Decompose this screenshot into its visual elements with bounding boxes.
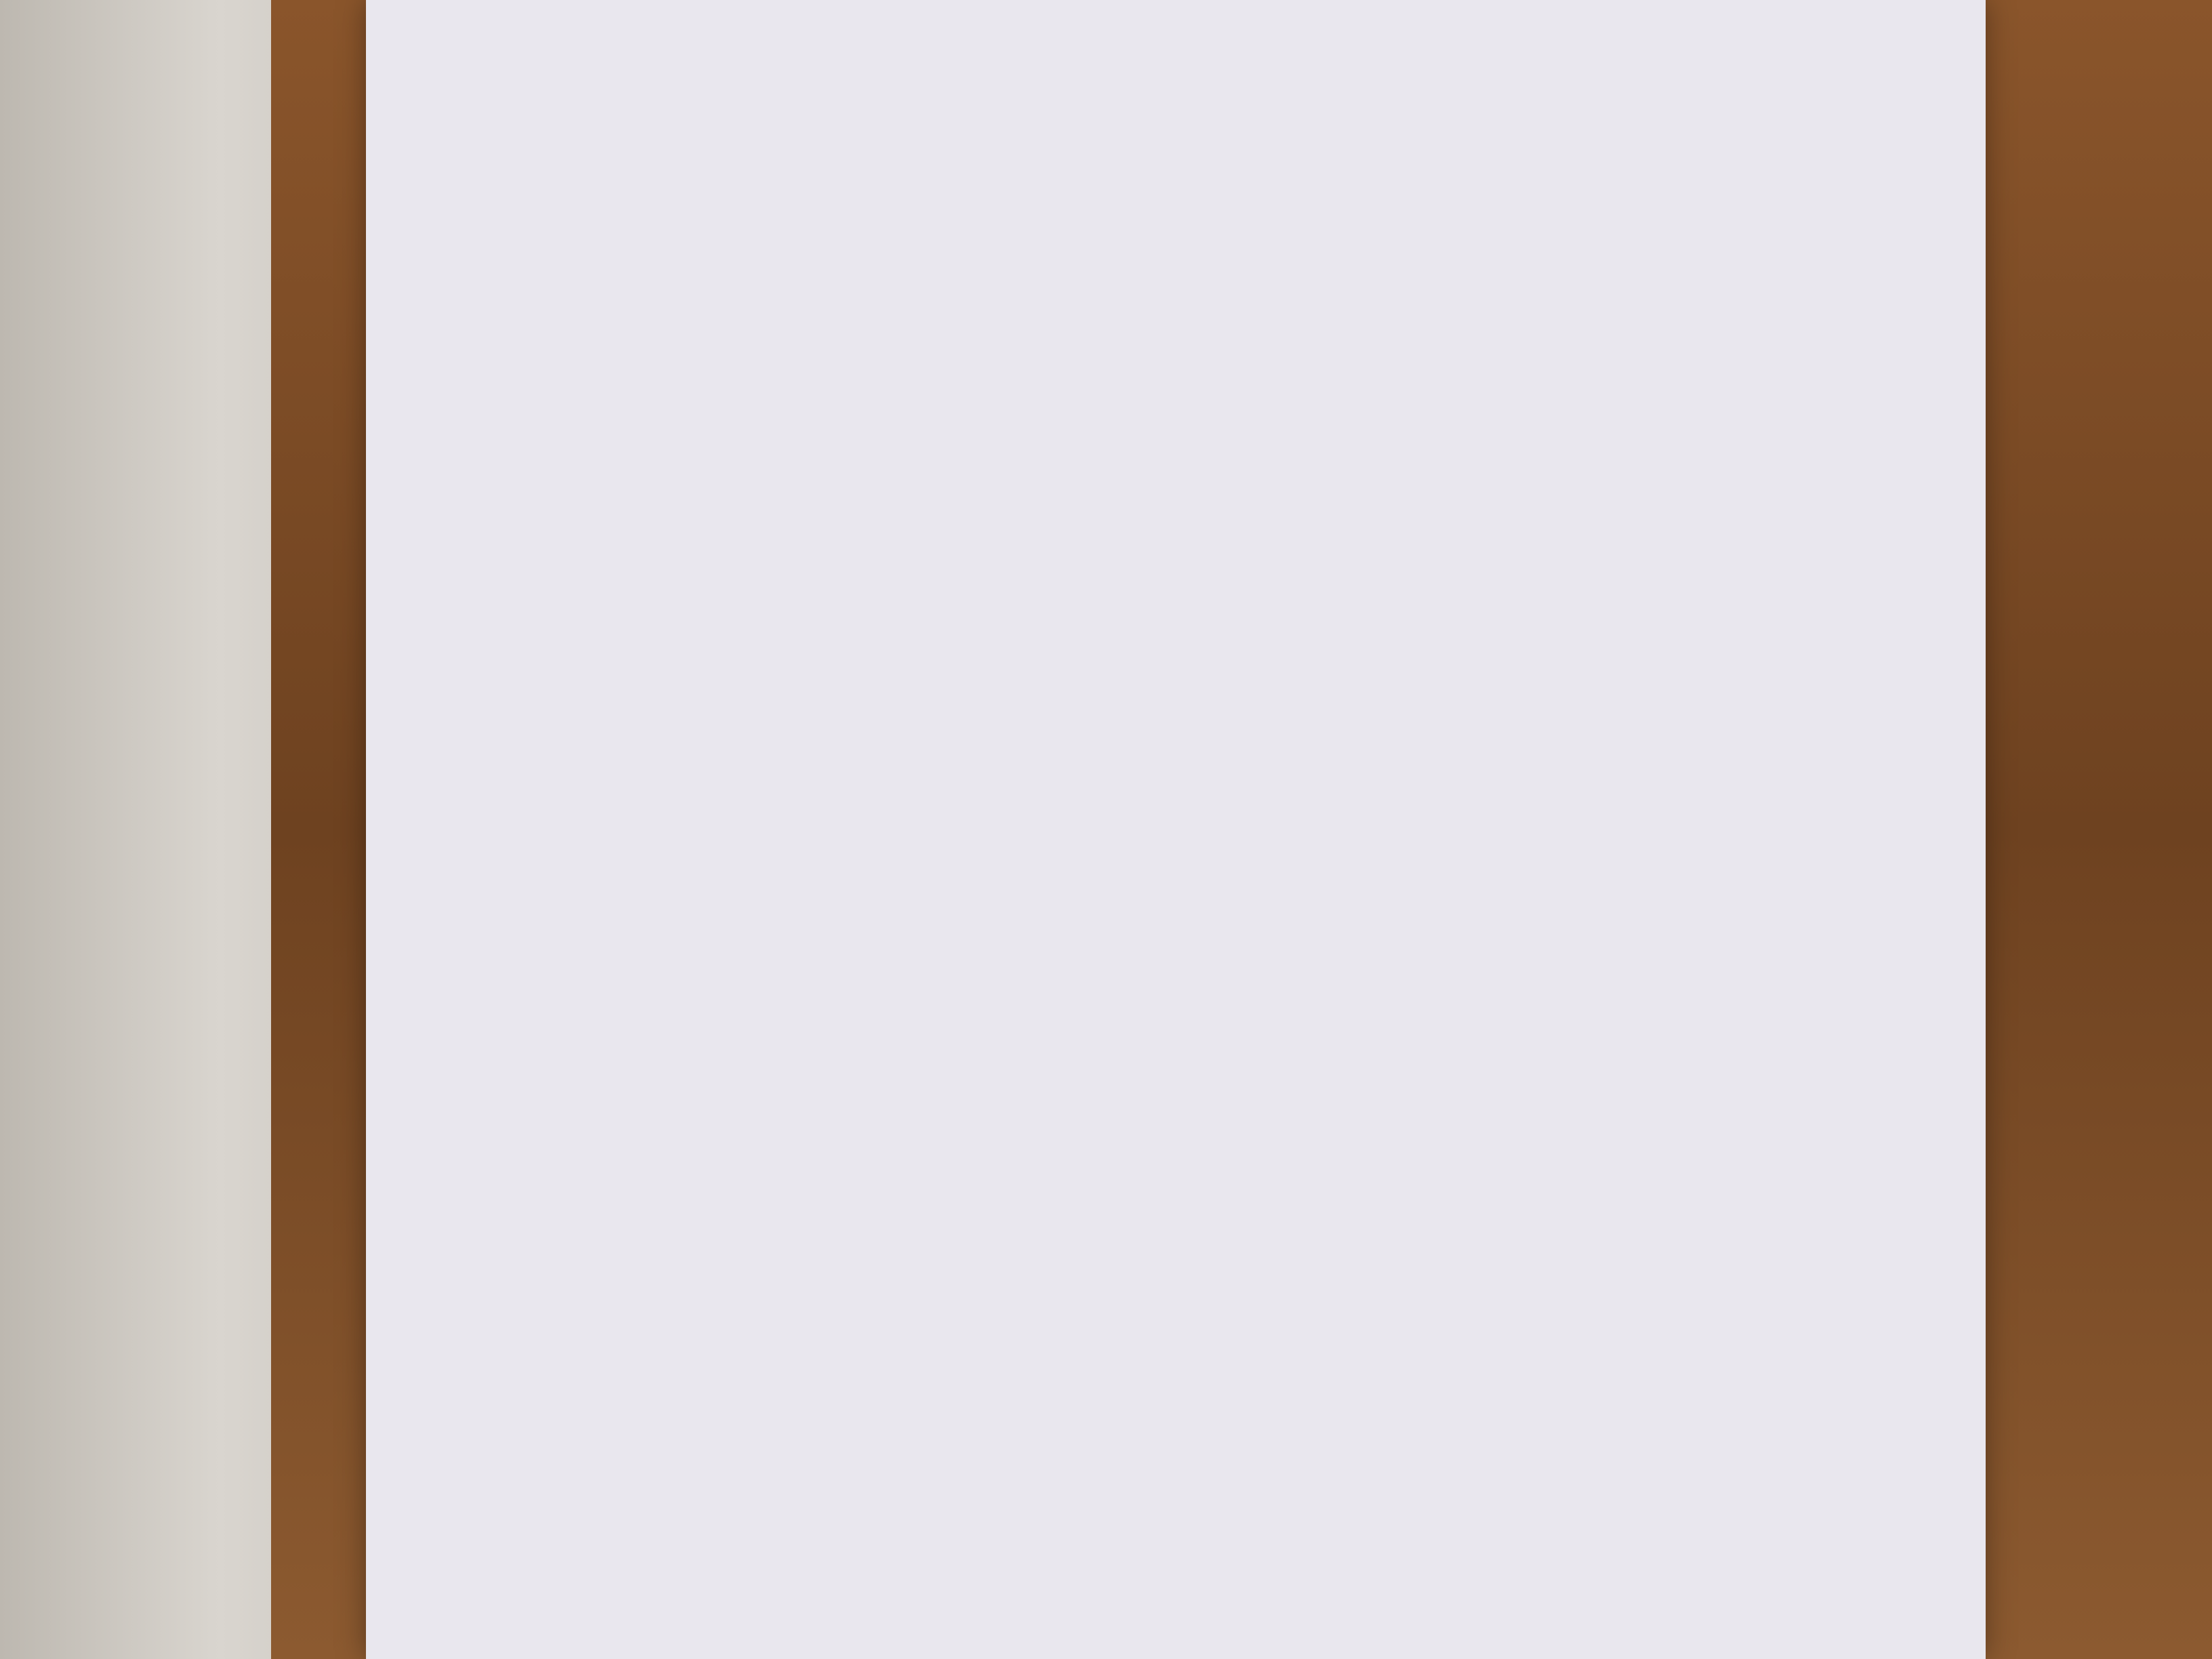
card-content bbox=[1982, 0, 2212, 7]
admission-card bbox=[366, 0, 1986, 1659]
